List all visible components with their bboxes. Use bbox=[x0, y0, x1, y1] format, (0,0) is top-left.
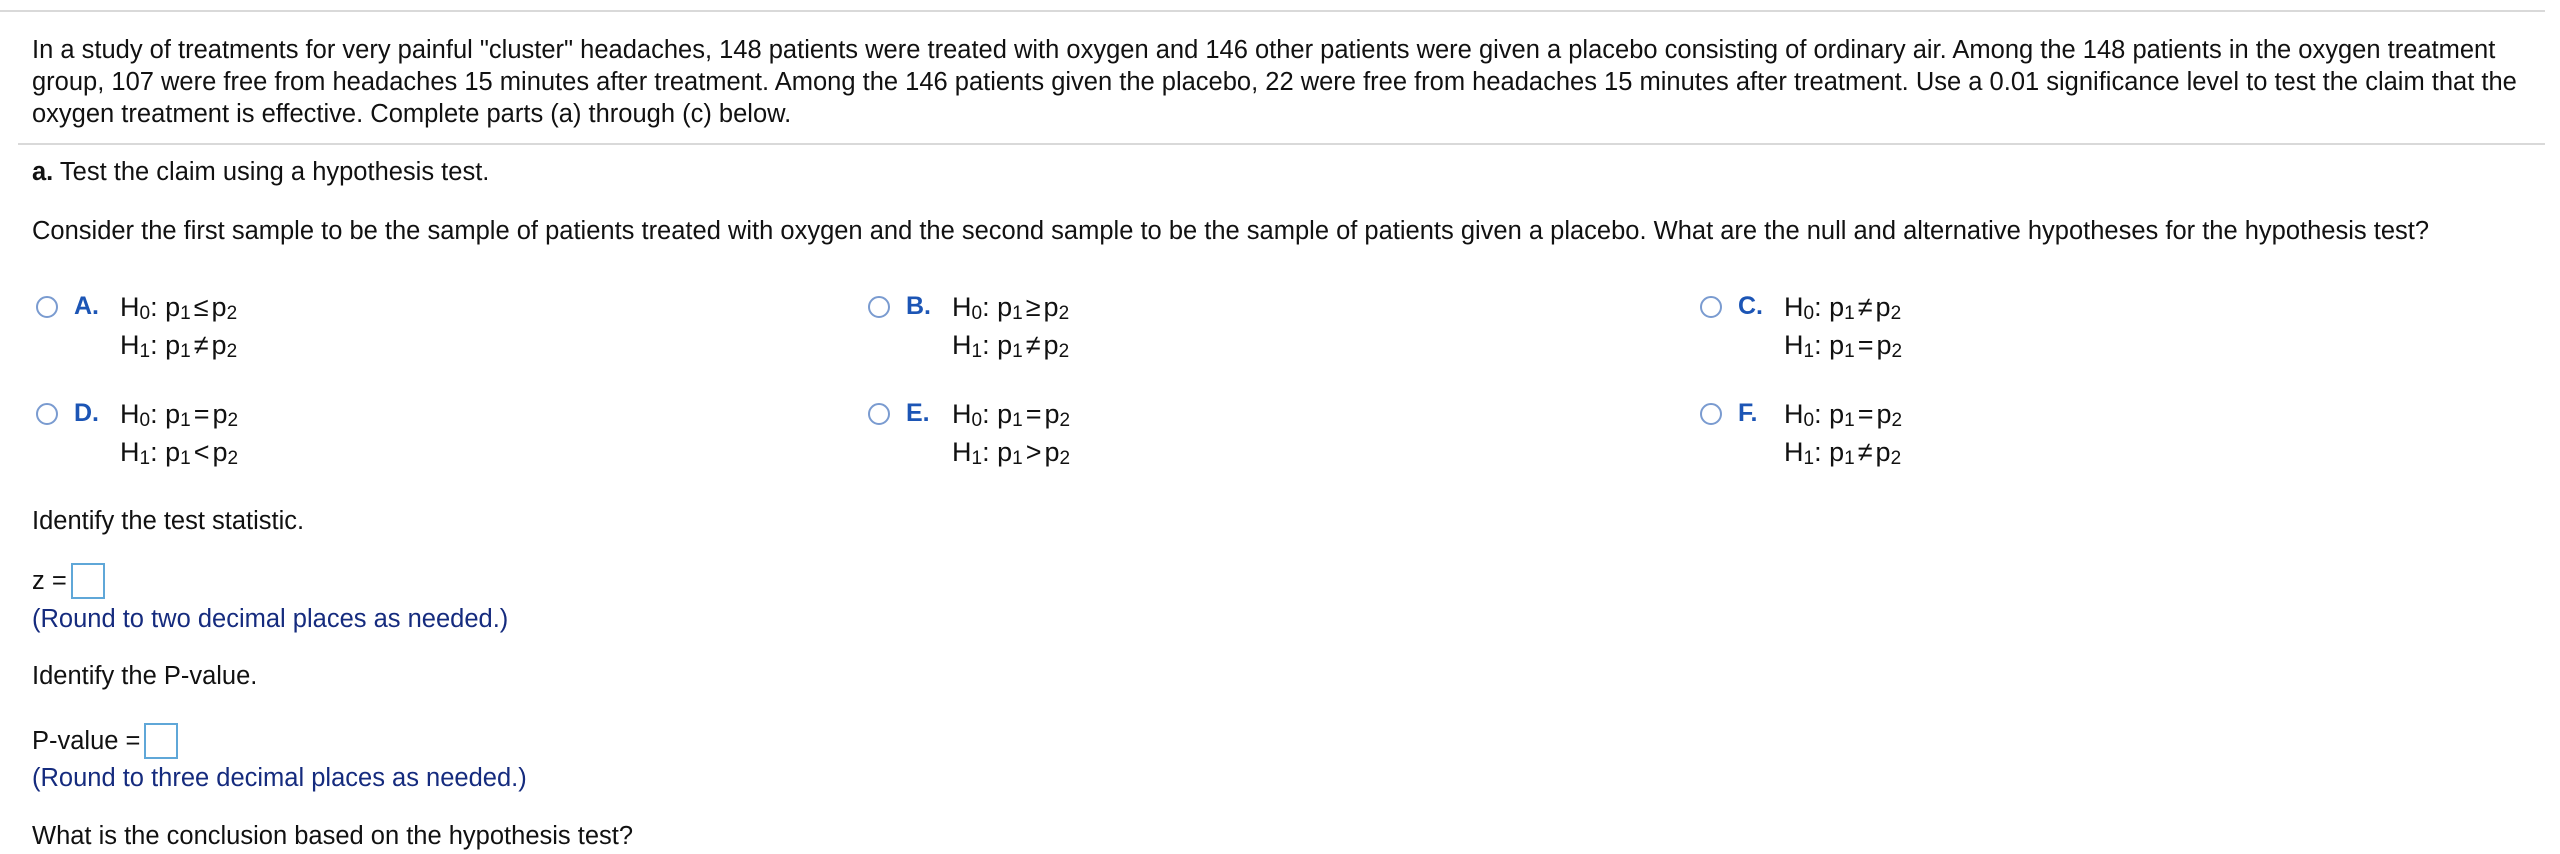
p-value-rounding-hint: (Round to three decimal places as needed.) bbox=[32, 764, 527, 792]
colon: : bbox=[150, 292, 158, 322]
colon: : bbox=[982, 399, 990, 429]
p1-subscript: 1 bbox=[180, 448, 191, 469]
colon: : bbox=[1814, 437, 1822, 467]
relation-operator: ≠ bbox=[1025, 330, 1041, 360]
h-subscript: 0 bbox=[1803, 303, 1815, 324]
h-symbol: H bbox=[952, 292, 972, 322]
relation-operator: ≤ bbox=[193, 292, 209, 322]
p2-subscript: 2 bbox=[1890, 303, 1902, 324]
relation-operator: = bbox=[1857, 399, 1874, 429]
h-subscript: 0 bbox=[971, 410, 983, 431]
p2-subscript: 2 bbox=[227, 448, 239, 469]
p2-subscript: 2 bbox=[227, 410, 239, 431]
choice-d[interactable] bbox=[36, 397, 736, 477]
alternative-hypothesis bbox=[1784, 330, 1902, 364]
p-value-row bbox=[32, 723, 178, 759]
h-symbol: H bbox=[120, 330, 140, 360]
p2-symbol: p bbox=[1876, 330, 1892, 360]
h-symbol: H bbox=[1784, 292, 1804, 322]
colon: : bbox=[1814, 399, 1822, 429]
h-subscript: 0 bbox=[1803, 410, 1815, 431]
colon: : bbox=[150, 437, 158, 467]
choice-letter: D. bbox=[74, 399, 99, 427]
h-subscript: 1 bbox=[971, 341, 983, 362]
p2-subscript: 2 bbox=[1058, 303, 1070, 324]
p2-symbol: p bbox=[211, 292, 227, 322]
colon: : bbox=[1814, 330, 1822, 360]
conclusion-prompt: What is the conclusion based on the hypothesis test? bbox=[32, 822, 634, 850]
p2-subscript: 2 bbox=[226, 341, 238, 362]
p1-symbol: p bbox=[997, 437, 1013, 467]
p2-symbol: p bbox=[1876, 399, 1892, 429]
h-symbol: H bbox=[952, 399, 972, 429]
p2-subscript: 2 bbox=[1059, 448, 1071, 469]
part-a-text: Test the claim using a hypothesis test. bbox=[59, 158, 490, 186]
h-subscript: 1 bbox=[971, 448, 983, 469]
p1-symbol: p bbox=[165, 330, 181, 360]
p1-symbol: p bbox=[165, 437, 181, 467]
h-symbol: H bbox=[120, 437, 140, 467]
radio-button[interactable] bbox=[36, 296, 58, 318]
choice-letter: E. bbox=[906, 399, 930, 427]
p1-symbol: p bbox=[997, 292, 1013, 322]
h-subscript: 1 bbox=[139, 341, 151, 362]
p1-subscript: 1 bbox=[1012, 303, 1023, 324]
h-symbol: H bbox=[952, 330, 972, 360]
h-subscript: 0 bbox=[139, 410, 151, 431]
null-hypothesis bbox=[1784, 399, 1902, 433]
h-symbol: H bbox=[1784, 399, 1804, 429]
p1-symbol: p bbox=[165, 292, 181, 322]
p1-subscript: 1 bbox=[180, 410, 191, 431]
p2-symbol: p bbox=[1044, 399, 1060, 429]
p1-subscript: 1 bbox=[1012, 448, 1023, 469]
p1-symbol: p bbox=[997, 399, 1013, 429]
p2-subscript: 2 bbox=[226, 303, 238, 324]
p-value-answer-input[interactable] bbox=[144, 723, 178, 759]
relation-operator: < bbox=[193, 437, 210, 467]
choice-a[interactable] bbox=[36, 290, 736, 370]
h-subscript: 0 bbox=[971, 303, 983, 324]
p-value-prompt: Identify the P-value. bbox=[32, 662, 258, 690]
p2-symbol: p bbox=[211, 330, 227, 360]
radio-button[interactable] bbox=[1700, 403, 1722, 425]
choice-f[interactable] bbox=[1700, 397, 2400, 477]
p1-subscript: 1 bbox=[1844, 448, 1855, 469]
p1-subscript: 1 bbox=[1844, 303, 1855, 324]
alternative-hypothesis bbox=[952, 437, 1070, 471]
p2-subscript: 2 bbox=[1058, 341, 1070, 362]
choice-b[interactable] bbox=[868, 290, 1568, 370]
relation-operator: = bbox=[1857, 330, 1874, 360]
p2-symbol: p bbox=[212, 399, 228, 429]
null-hypothesis bbox=[1784, 292, 1901, 326]
alternative-hypothesis bbox=[952, 330, 1069, 364]
colon: : bbox=[1814, 292, 1822, 322]
h-subscript: 0 bbox=[139, 303, 151, 324]
p2-symbol: p bbox=[212, 437, 228, 467]
z-label: z = bbox=[32, 567, 67, 595]
p1-symbol: p bbox=[1829, 399, 1845, 429]
relation-operator: = bbox=[1025, 399, 1042, 429]
null-hypothesis bbox=[120, 399, 238, 433]
colon: : bbox=[982, 292, 990, 322]
p-value-label: P-value = bbox=[32, 727, 141, 755]
relation-operator: ≠ bbox=[1857, 292, 1873, 322]
relation-operator: = bbox=[193, 399, 210, 429]
colon: : bbox=[150, 399, 158, 429]
problem-statement: In a study of treatments for very painful "cluster" headaches, 148 patients were treated with oxygen and 146 other patients were given a placebo consisting of ordinary air. Among the 148 patients in the oxygen treatment group, 107 were free from headaches 15 minutes after treatment. Among the 146 patients given the placebo, 22 were free from headaches 15 minutes after treatment. Use a 0.01 significance level to test the claim that the oxygen treatment is effective. Complete parts (a) through (c) below. bbox=[32, 36, 2517, 128]
h-subscript: 1 bbox=[1803, 341, 1815, 362]
h-symbol: H bbox=[952, 437, 972, 467]
p2-symbol: p bbox=[1043, 292, 1059, 322]
part-a-heading bbox=[32, 156, 489, 188]
choice-e[interactable] bbox=[868, 397, 1568, 477]
p1-symbol: p bbox=[997, 330, 1013, 360]
test-statistic-prompt: Identify the test statistic. bbox=[32, 507, 305, 535]
radio-button[interactable] bbox=[1700, 296, 1722, 318]
null-hypothesis bbox=[952, 399, 1070, 433]
hypotheses-question: Consider the first sample to be the sample of patients treated with oxygen and the second sample to be the sample of patients given a placebo. What are the null and alternative hypotheses for the hypothesis test? bbox=[32, 217, 2430, 245]
colon: : bbox=[982, 437, 990, 467]
radio-button[interactable] bbox=[868, 296, 890, 318]
section-divider bbox=[18, 143, 2545, 145]
alternative-hypothesis bbox=[1784, 437, 1901, 471]
p2-symbol: p bbox=[1875, 437, 1891, 467]
relation-operator: ≠ bbox=[193, 330, 209, 360]
p2-symbol: p bbox=[1875, 292, 1891, 322]
p2-symbol: p bbox=[1044, 437, 1060, 467]
radio-button[interactable] bbox=[868, 403, 890, 425]
relation-operator: ≠ bbox=[1857, 437, 1873, 467]
h-symbol: H bbox=[1784, 330, 1804, 360]
p1-symbol: p bbox=[1829, 437, 1845, 467]
colon: : bbox=[150, 330, 158, 360]
z-answer-input[interactable] bbox=[71, 563, 105, 599]
p1-symbol: p bbox=[165, 399, 181, 429]
null-hypothesis bbox=[952, 292, 1069, 326]
test-statistic-row bbox=[32, 563, 105, 599]
radio-button[interactable] bbox=[36, 403, 58, 425]
choice-c[interactable] bbox=[1700, 290, 2400, 370]
h-subscript: 1 bbox=[1803, 448, 1815, 469]
h-subscript: 1 bbox=[139, 448, 151, 469]
p1-subscript: 1 bbox=[1012, 341, 1023, 362]
p1-subscript: 1 bbox=[180, 303, 191, 324]
h-symbol: H bbox=[120, 399, 140, 429]
h-symbol: H bbox=[1784, 437, 1804, 467]
p1-symbol: p bbox=[1829, 330, 1845, 360]
p1-subscript: 1 bbox=[1844, 410, 1855, 431]
alternative-hypothesis bbox=[120, 437, 238, 471]
p2-subscript: 2 bbox=[1891, 341, 1903, 362]
p2-symbol: p bbox=[1043, 330, 1059, 360]
p1-subscript: 1 bbox=[180, 341, 191, 362]
p1-symbol: p bbox=[1829, 292, 1845, 322]
z-rounding-hint: (Round to two decimal places as needed.) bbox=[32, 605, 509, 633]
p1-subscript: 1 bbox=[1844, 341, 1855, 362]
choice-letter: F. bbox=[1738, 399, 1758, 427]
null-hypothesis bbox=[120, 292, 237, 326]
p2-subscript: 2 bbox=[1891, 410, 1903, 431]
p2-subscript: 2 bbox=[1059, 410, 1071, 431]
choice-letter: C. bbox=[1738, 292, 1763, 320]
relation-operator: > bbox=[1025, 437, 1042, 467]
p2-subscript: 2 bbox=[1890, 448, 1902, 469]
colon: : bbox=[982, 330, 990, 360]
choice-letter: A. bbox=[74, 292, 99, 320]
alternative-hypothesis bbox=[120, 330, 237, 364]
top-divider bbox=[0, 10, 2545, 12]
choice-letter: B. bbox=[906, 292, 931, 320]
p1-subscript: 1 bbox=[1012, 410, 1023, 431]
part-a-label: a. bbox=[32, 158, 54, 186]
h-symbol: H bbox=[120, 292, 140, 322]
relation-operator: ≥ bbox=[1025, 292, 1041, 322]
